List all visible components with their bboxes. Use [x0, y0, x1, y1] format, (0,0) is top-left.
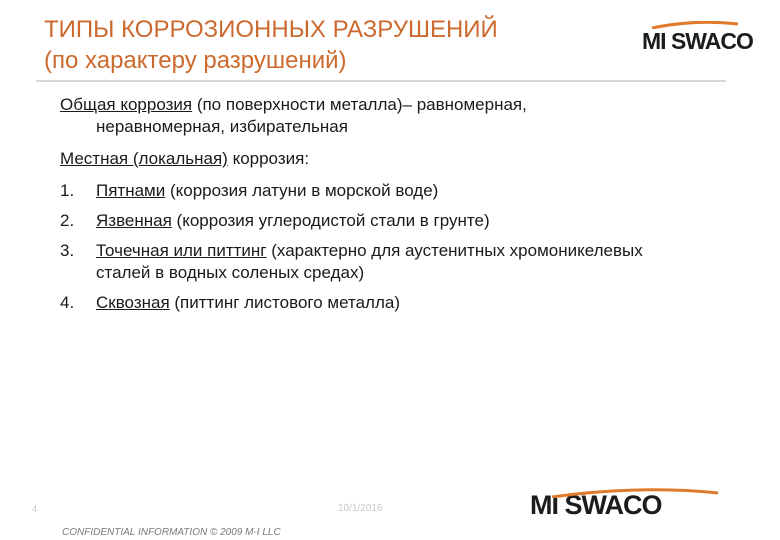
footer-logo-swoosh-icon: [550, 488, 720, 498]
general-corrosion-term: Общая коррозия: [60, 95, 193, 114]
list-item-term: Сквозная: [96, 293, 170, 312]
list-item-desc: (питтинг листового металла): [169, 293, 400, 312]
slide-title-line2: (по характеру разрушений): [44, 47, 347, 74]
general-corrosion-desc-line2: неравномерная, избирательная: [96, 117, 348, 136]
logo-swoosh-icon: [650, 21, 740, 29]
slide-content: [60, 94, 680, 322]
list-item: [60, 210, 680, 232]
footer-date: 10/1/2016: [338, 503, 383, 514]
list-item-number: 2.: [60, 211, 75, 230]
list-item-desc: (характерно для аустенитных хромоникелевых сталей в водных соленых средах): [96, 241, 643, 282]
list-item: [60, 240, 680, 284]
local-corrosion-term: Местная (локальная): [60, 149, 228, 168]
local-corrosion-desc: коррозия:: [227, 149, 310, 168]
list-item-desc: (коррозия углеродистой стали в грунте): [171, 211, 490, 230]
slide-title: [44, 14, 498, 76]
slide-title-line1: ТИПЫ КОРРОЗИОННЫХ РАЗРУШЕНИЙ: [44, 16, 498, 43]
list-item-term: Язвенная: [96, 211, 172, 230]
list-item-number: 1.: [60, 181, 75, 200]
list-item-term: Точечная или питтинг: [96, 241, 267, 260]
list-item-desc: (коррозия латуни в морской воде): [165, 181, 439, 200]
local-corrosion-paragraph: [60, 148, 680, 170]
footer-logo-text: MI SWACO: [530, 490, 662, 520]
general-corrosion-desc-line1: (по поверхности металла)– равномерная,: [192, 95, 527, 114]
general-corrosion-paragraph: [60, 94, 680, 138]
list-item: [60, 292, 680, 314]
page-number: 4: [32, 504, 38, 514]
mi-swaco-logo-footer: [530, 490, 662, 521]
header-divider: [36, 80, 726, 82]
local-corrosion-list: [60, 180, 680, 314]
list-item-number: 3.: [60, 241, 75, 260]
confidential-notice: CONFIDENTIAL INFORMATION © 2009 M-I LLC: [62, 527, 281, 538]
logo-top-text: MI SWACO: [642, 28, 753, 54]
mi-swaco-logo-top: [642, 28, 753, 55]
list-item-number: 4.: [60, 293, 75, 312]
list-item: [60, 180, 680, 202]
list-item-term: Пятнами: [96, 181, 166, 200]
